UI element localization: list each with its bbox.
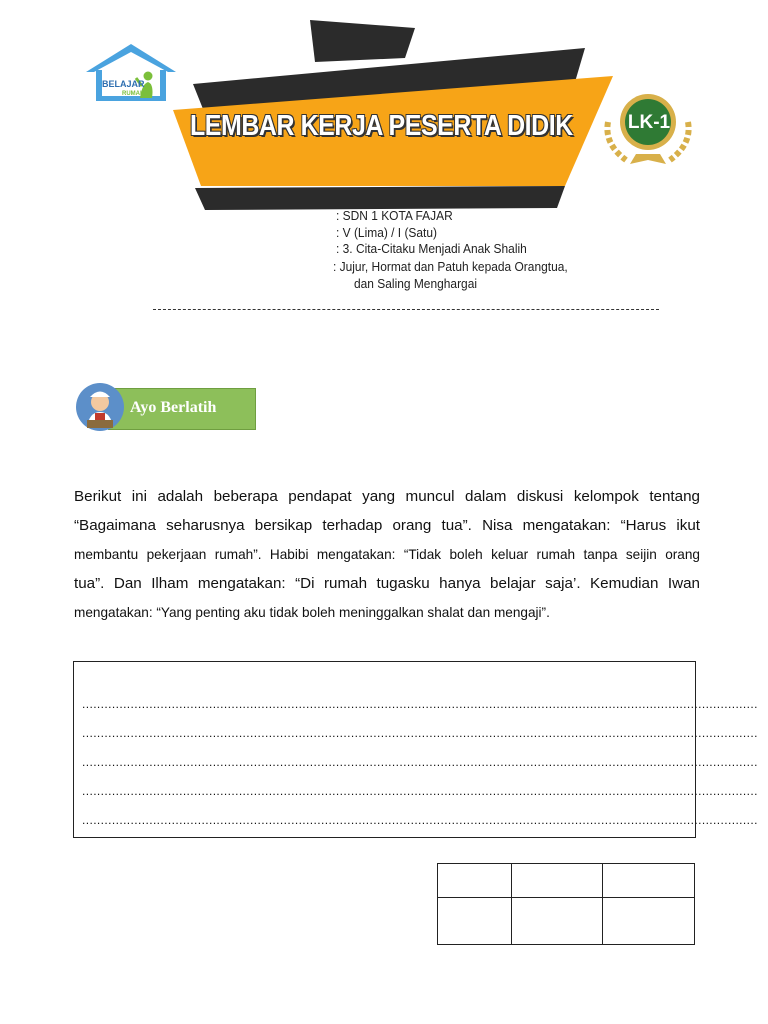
score-cell[interactable]: [602, 864, 694, 898]
answer-box[interactable]: [73, 661, 758, 838]
info-theme: : 3. Cita-Citaku Menjadi Anak Shalih: [336, 241, 527, 256]
score-cell[interactable]: [438, 898, 512, 945]
info-class: : V (Lima) / I (Satu): [336, 225, 438, 240]
info-values: : Jujur, Hormat dan Patuh kepada Orangtua,: [333, 259, 568, 274]
score-table: [437, 863, 695, 945]
answer-line[interactable]: .....................................................................................................................................................................................: [82, 784, 758, 798]
answer-line[interactable]: .....................................................................................................................................................................................: [82, 697, 758, 711]
score-cell[interactable]: [512, 898, 602, 945]
lk-badge-label: LK-1: [627, 112, 671, 133]
paragraph-line: Berikut ini adalah beberapa pendapat yang muncul dalam diskusi kelompok tentang: [74, 488, 700, 505]
paragraph-line: “Bagaimana seharusnya bersikap terhadap orang tua”. Nisa mengatakan: “Harus ikut: [74, 517, 700, 534]
worksheet-title: LEMBAR KERJA PESERTA DIDIK: [190, 110, 573, 142]
answer-line[interactable]: .....................................................................................................................................................................................: [82, 726, 758, 740]
info-school: : SDN 1 KOTA FAJAR: [336, 208, 453, 223]
info-values-cont: dan Saling Menghargai: [354, 276, 478, 291]
svg-text:BELAJAR: BELAJAR: [102, 79, 145, 89]
svg-text:RUMAH: RUMAH: [122, 91, 145, 97]
section-label: Ayo Berlatih: [130, 399, 217, 416]
dashed-divider: [153, 309, 659, 310]
instruction-paragraph: [74, 482, 700, 627]
paragraph-line: mengatakan: “Yang penting aku tidak boleh meninggalkan shalat dan mengaji”.: [74, 605, 550, 620]
answer-line[interactable]: .....................................................................................................................................................................................: [82, 813, 758, 827]
score-cell[interactable]: [512, 864, 602, 898]
answer-line[interactable]: .....................................................................................................................................................................................: [82, 755, 758, 769]
student-reading-icon: [75, 382, 125, 432]
paragraph-line: tua”. Dan Ilham mengatakan: “Di rumah tugasku hanya belajar saja’. Kemudian Iwan: [74, 575, 700, 592]
score-cell[interactable]: [602, 898, 694, 945]
score-cell[interactable]: [438, 864, 512, 898]
paragraph-line: membantu pekerjaan rumah”. Habibi mengatakan: “Tidak boleh keluar rumah tanpa seijin orang: [74, 547, 700, 562]
